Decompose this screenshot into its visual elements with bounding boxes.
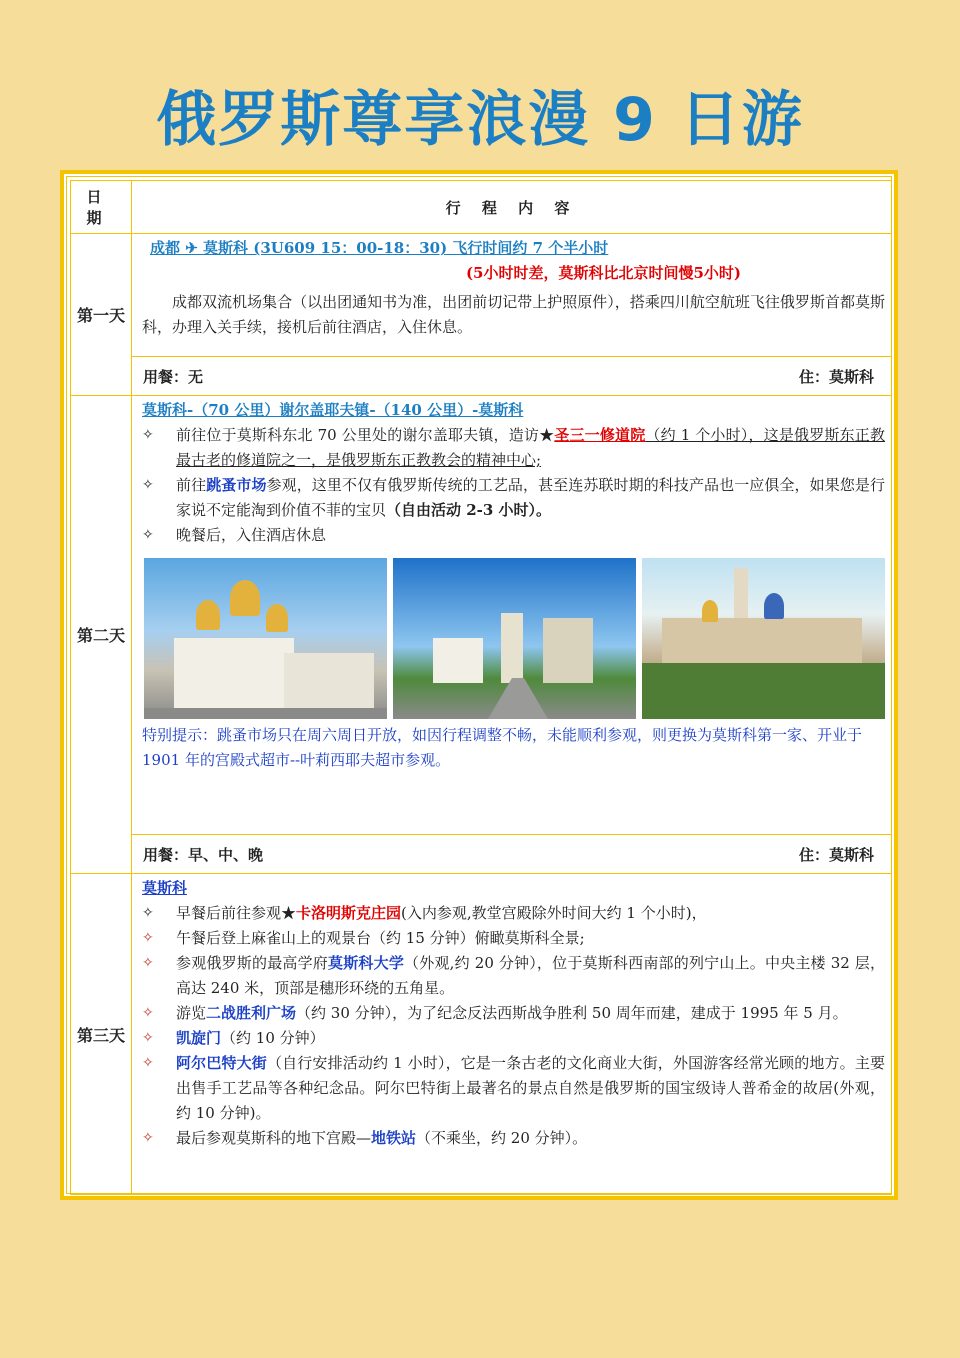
header-content: 行 程 内 容	[132, 181, 892, 234]
day3-label: 第三天	[71, 874, 132, 1195]
itinerary-frame	[60, 170, 898, 1200]
monastery-panorama-photo	[642, 558, 885, 719]
list-item: ✧ 前往位于莫斯科东北 70 公里处的谢尔盖耶夫镇，造访★圣三一修道院（约 1 个小时），这是俄罗斯东正教最古老的修道院之一，是俄罗斯东正教教会的精神中心;	[142, 423, 885, 473]
diamond-bullet-icon: ✧	[142, 1030, 154, 1046]
diamond-bullet-icon: ✧	[142, 527, 154, 543]
day3-content	[132, 874, 892, 1195]
monastery-road-photo	[393, 558, 636, 719]
day1-content	[132, 234, 892, 357]
diamond-bullet-icon: ✧	[142, 477, 154, 493]
photo-strip	[144, 558, 885, 719]
day2-label: 第二天	[71, 396, 132, 874]
diamond-bullet-icon: ✧	[142, 1005, 154, 1021]
day1-meal: 用餐：无	[143, 367, 204, 386]
day1-label: 第一天	[71, 234, 132, 396]
day2-note: 特别提示：跳蚤市场只在周六周日开放，如因行程调整不畅，未能顺利参观，则更换为莫斯科第一家、开业于 1901 年的宫殿式超市--叶莉西耶夫超市参观。	[142, 726, 863, 769]
day2-stay: 住：莫斯科	[798, 845, 874, 864]
day1-route: 成都 ✈ 莫斯科 (3U609 15：00-18：30) 飞行时间约 7 个半小时	[150, 239, 609, 257]
day2-list	[142, 423, 885, 548]
day2-meal: 用餐：早、中、晚	[143, 845, 264, 864]
list-item: ✧ 早餐后前往参观★卡洛明斯克庄园(入内参观,教堂宫殿除外时间大约 1 个小时)，	[142, 901, 885, 926]
list-item: ✧ 前往跳蚤市场参观，这里不仅有俄罗斯传统的工艺品，甚至连苏联时期的科技产品也一应俱全，如果您是行家说不定能淘到价值不菲的宝贝（自由活动 2-3 小时）。	[142, 473, 885, 523]
header-date: 日 期	[71, 181, 132, 234]
list-item: ✧ 参观俄罗斯的最高学府莫斯科大学（外观,约 20 分钟），位于莫斯科西南部的列宁山上。中央主楼 32 层，高达 240 米，顶部是穗形环绕的五角星。	[142, 951, 885, 1001]
diamond-bullet-icon: ✧	[142, 930, 154, 946]
list-item: ✧ 阿尔巴特大街（自行安排活动约 1 小时），它是一条古老的文化商业大街，外国游客经常光顾的地方。主要出售手工艺品等各种纪念品。阿尔巴特街上最著名的景点自然是俄罗斯的国宝级诗人普希金的故居(外观，约 10 分钟)。	[142, 1051, 885, 1126]
list-item: ✧ 凯旋门（约 10 分钟）	[142, 1026, 885, 1051]
diamond-bullet-icon: ✧	[142, 1055, 154, 1071]
itinerary-table	[70, 180, 892, 1195]
day2-row	[71, 396, 892, 835]
day3-list	[142, 901, 885, 1151]
list-item: ✧ 午餐后登上麻雀山上的观景台（约 15 分钟）俯瞰莫斯科全景;	[142, 926, 885, 951]
cathedral-photo	[144, 558, 387, 719]
day3-row	[71, 874, 892, 1195]
day1-row	[71, 234, 892, 357]
list-item: ✧ 游览二战胜利广场（约 30 分钟），为了纪念反法西斯战争胜利 50 周年而建，建成于 1995 年 5 月。	[142, 1001, 885, 1026]
list-item: ✧ 晚餐后，入住酒店休息	[142, 523, 885, 548]
day2-meal-row	[71, 835, 892, 874]
day3-route: 莫斯科	[142, 879, 188, 897]
day1-timediff: (5小时时差，莫斯科比北京时间慢5小时)	[465, 264, 742, 282]
diamond-bullet-icon: ✧	[142, 955, 154, 971]
list-item: ✧ 最后参观莫斯科的地下宫殿—地铁站（不乘坐，约 20 分钟）。	[142, 1126, 885, 1151]
diamond-bullet-icon: ✧	[142, 1130, 154, 1146]
page-title: 俄罗斯尊享浪漫 9 日游	[156, 85, 804, 155]
diamond-bullet-icon: ✧	[142, 427, 154, 443]
day2-content	[132, 396, 892, 835]
day2-route: 莫斯科-（70 公里）谢尔盖耶夫镇-（140 公里）-莫斯科	[142, 401, 524, 419]
diamond-bullet-icon: ✧	[142, 905, 154, 921]
table-header-row	[71, 181, 892, 234]
day1-desc: 成都双流机场集合（以出团通知书为准，出团前切记带上护照原件），搭乘四川航空航班飞往俄罗斯首都莫斯科，办理入关手续，接机后前往酒店，入住休息。	[142, 293, 885, 336]
day1-stay: 住：莫斯科	[798, 367, 874, 386]
day1-meal-row	[71, 357, 892, 396]
